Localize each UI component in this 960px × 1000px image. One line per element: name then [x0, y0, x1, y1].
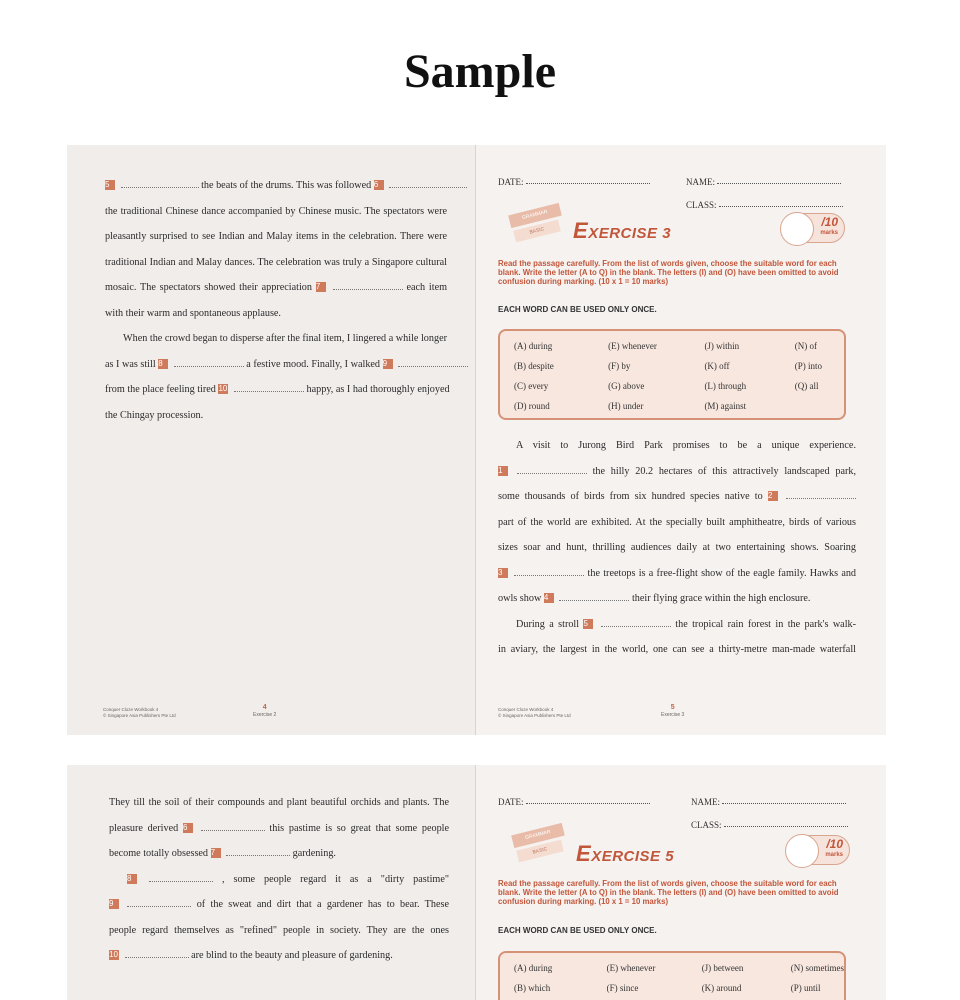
passage-line — [498, 459, 856, 485]
passage-line — [109, 892, 449, 918]
page-number-block — [253, 704, 276, 719]
footer-exercise-label: Exercise 3 — [661, 712, 685, 718]
word-option: (F) since — [606, 983, 639, 993]
blank-number: 7 — [211, 848, 221, 858]
word-row — [514, 396, 844, 416]
blank-number: 5 — [105, 180, 115, 190]
line-text: their flying grace within the high enclosure. — [631, 593, 811, 604]
blank-number: 8 — [158, 359, 168, 369]
word-option: (M) against — [704, 401, 747, 411]
line-text: from the place feeling tired — [105, 384, 216, 395]
page-number: 4 — [262, 704, 267, 711]
line-text: the beats of the drums. This was followed — [201, 180, 372, 191]
word-list-box — [498, 329, 846, 420]
answer-blank[interactable] — [121, 179, 199, 188]
workbook-spread-1 — [67, 145, 886, 735]
word-option: (B) despite — [514, 361, 554, 371]
answer-blank[interactable] — [389, 179, 467, 188]
line-text: When the crowd began to disperse after the final item, I lingered a while longer — [123, 333, 447, 344]
marks-value: /10 — [821, 215, 838, 229]
word-row — [514, 356, 844, 376]
passage-line — [105, 377, 450, 403]
passage-line — [498, 612, 856, 638]
footer-book-title: Conquer Cloze Workbook 4 — [498, 707, 554, 712]
answer-blank[interactable] — [226, 847, 290, 856]
page-left — [67, 765, 476, 1000]
line-text: some thousands of birds from six hundred species native to — [498, 491, 763, 502]
word-option — [795, 396, 844, 416]
passage-text — [105, 173, 450, 428]
passage-line — [105, 224, 447, 250]
class-field: CLASS: — [691, 820, 848, 830]
footer-exercise-label: Exercise 2 — [253, 712, 277, 718]
word-list-box — [498, 951, 846, 1000]
once-note: EACH WORD CAN BE USED ONLY ONCE. — [498, 305, 657, 314]
answer-blank[interactable] — [559, 592, 629, 601]
answer-blank[interactable] — [127, 898, 191, 907]
line-text: owls show — [498, 593, 542, 604]
word-option: (P) into — [794, 361, 822, 371]
answer-blank[interactable] — [786, 490, 856, 499]
line-text: are blind to the beauty and pleasure of gardening. — [191, 950, 393, 961]
line-text: A visit to Jurong Bird Park promises to be a unique experience. — [516, 440, 856, 451]
footer-copyright: © Singapore Asia Publishers Pte Ltd — [498, 713, 571, 718]
line-text: gardening. — [292, 848, 336, 859]
line-text: this pastime is so great that some people — [269, 822, 450, 834]
passage-line — [105, 301, 447, 327]
blank-number: 2 — [768, 491, 778, 501]
line-text: in aviary, the largest in the world, one can see a thirty-metre man-made waterfall — [498, 644, 856, 655]
line-text: the hilly 20.2 hectares of this attractively landscaped park, — [592, 465, 857, 477]
word-option: (A) during — [514, 341, 553, 351]
passage-line — [105, 275, 447, 301]
footer-copyright: © Singapore Asia Publishers Pte Ltd — [103, 713, 176, 718]
line-text: part of the world are exhibited. At the specially built amphitheatre, birds of various — [498, 516, 856, 528]
page-footer-publisher — [103, 707, 176, 719]
blank-number: 1 — [498, 466, 508, 476]
passage-line — [109, 867, 449, 893]
word-list — [514, 336, 844, 416]
page-number: 5 — [670, 704, 675, 711]
word-option: (J) within — [704, 341, 740, 351]
line-text: the Chingay procession. — [105, 409, 204, 421]
word-option: (B) which — [514, 983, 551, 993]
answer-blank[interactable] — [333, 281, 403, 290]
word-option: (E) whenever — [608, 341, 657, 351]
date-field: DATE: — [498, 177, 650, 187]
blank-number: 10 — [109, 950, 118, 959]
basic-tag: BASIC — [513, 220, 561, 243]
page-footer-publisher — [498, 707, 571, 719]
answer-blank[interactable] — [174, 358, 244, 367]
name-field: NAME: — [691, 797, 846, 807]
passage-line — [109, 816, 449, 842]
word-option: (G) above — [608, 381, 645, 391]
answer-blank[interactable] — [201, 822, 265, 831]
blank-number: 5 — [583, 619, 593, 629]
passage-line — [498, 586, 856, 612]
marks-label: marks — [820, 230, 838, 236]
instructions: Read the passage carefully. From the list of words given, choose the suitable word for each blank. Write the letter (A to Q) in the blank. The letters (I) and (O) have been omitted to avoid confusion during marking. (10 x 1 = 10 marks) — [498, 879, 839, 906]
line-text: each item — [406, 282, 448, 293]
passage-text — [498, 433, 856, 663]
line-text: the tropical rain forest in the park's walk- — [675, 618, 857, 630]
line-text: , some people regard it as a "dirty pastime" — [222, 873, 450, 885]
passage-line — [105, 326, 447, 352]
word-option: (K) off — [704, 361, 730, 371]
line-text: pleasure derived — [109, 822, 179, 834]
passage-line — [109, 841, 449, 867]
word-option: (K) around — [701, 983, 742, 993]
class-field: CLASS: — [686, 200, 843, 210]
workbook-spread-2 — [67, 765, 886, 1000]
passage-line — [498, 637, 856, 663]
passage-line — [105, 199, 447, 225]
marks-label: marks — [825, 852, 843, 858]
word-list — [514, 958, 844, 998]
word-option: (N) of — [794, 341, 817, 351]
answer-blank[interactable] — [601, 618, 671, 627]
answer-blank[interactable] — [149, 873, 213, 882]
grammar-tag: GRAMMAR — [508, 203, 562, 228]
line-text: as I was still — [105, 358, 156, 370]
line-text: During a stroll — [516, 618, 580, 630]
name-field: NAME: — [686, 177, 841, 187]
basic-tag: BASIC — [516, 840, 564, 863]
footer-book-title: Conquer Cloze Workbook 4 — [103, 707, 159, 712]
passage-line — [498, 561, 856, 587]
exercise-title: EXERCISE 3 — [573, 218, 672, 243]
word-row — [514, 958, 844, 978]
answer-blank[interactable] — [514, 567, 584, 576]
line-text: people regard themselves as "refined" people in society. They are the ones — [109, 924, 449, 936]
blank-number: 6 — [374, 180, 384, 190]
answer-blank[interactable] — [517, 465, 587, 474]
page-number-block — [661, 704, 684, 719]
answer-blank[interactable] — [125, 949, 189, 958]
page-5 — [476, 145, 886, 735]
marks-circle — [780, 212, 814, 246]
line-text: mosaic. The spectators showed their appreciation — [105, 282, 312, 293]
word-option: (C) every — [514, 381, 549, 391]
answer-blank[interactable] — [398, 358, 468, 367]
line-text: They till the soil of their compounds and plant beautiful orchids and plants. The — [109, 797, 449, 808]
passage-text — [109, 790, 449, 969]
line-text: become totally obsessed — [109, 848, 209, 859]
passage-line — [105, 173, 447, 199]
marks-circle — [785, 834, 819, 868]
marks-badge — [786, 835, 850, 865]
word-row — [514, 978, 844, 998]
word-option: (H) under — [608, 401, 644, 411]
instructions: Read the passage carefully. From the list of words given, choose the suitable word for each blank. Write the letter (A to Q) in the blank. The letters (I) and (O) have been omitted to avoid confusion during marking. (10 x 1 = 10 marks) — [498, 259, 839, 286]
once-note: EACH WORD CAN BE USED ONLY ONCE. — [498, 926, 657, 935]
blank-number: 10 — [218, 384, 228, 393]
answer-blank[interactable] — [234, 383, 304, 392]
word-option: (Q) all — [794, 381, 819, 391]
blank-number: 8 — [127, 874, 137, 884]
word-option: (E) whenever — [606, 963, 656, 973]
line-text: the treetops is a free-flight show of the eagle family. Hawks and — [587, 567, 857, 579]
word-option: (P) until — [790, 983, 821, 993]
blank-number: 9 — [109, 899, 119, 909]
line-text: of the sweat and dirt that a gardener has to bear. These — [196, 899, 450, 910]
date-field: DATE: — [498, 797, 650, 807]
line-text: pleasantly surprised to see Indian and Malay items in the celebration. There were — [105, 231, 447, 242]
word-option: (A) during — [514, 963, 553, 973]
line-text: the traditional Chinese dance accompanied by Chinese music. The spectators were — [105, 205, 447, 217]
word-option: (D) round — [514, 401, 550, 411]
passage-line — [109, 918, 449, 944]
marks-value: /10 — [826, 837, 843, 851]
passage-line — [109, 943, 449, 969]
word-row — [514, 376, 844, 396]
passage-line — [109, 790, 449, 816]
line-text: with their warm and spontaneous applause. — [105, 307, 281, 319]
passage-line — [105, 352, 447, 378]
grammar-tag: GRAMMAR — [511, 823, 565, 848]
passage-line — [498, 535, 856, 561]
word-option: (L) through — [704, 381, 747, 391]
word-row — [514, 336, 844, 356]
passage-line — [498, 484, 856, 510]
sample-heading: Sample — [403, 45, 556, 98]
line-text: sizes soar and hunt, thrilling audiences daily at two entertaining shows. Soaring — [498, 542, 856, 553]
passage-line — [498, 510, 856, 536]
passage-line — [498, 433, 856, 459]
exercise-title: EXERCISE 5 — [576, 841, 675, 866]
blank-number: 7 — [316, 282, 326, 292]
page-right — [476, 765, 886, 1000]
passage-line — [105, 250, 447, 276]
blank-number: 4 — [544, 593, 554, 603]
line-text: traditional Indian and Malay dances. The celebration was truly a Singapore cultural — [105, 256, 447, 268]
blank-number: 3 — [498, 568, 508, 578]
blank-number: 9 — [383, 359, 393, 369]
passage-line — [105, 403, 447, 429]
word-option: (N) sometimes — [790, 963, 844, 973]
line-text: a festive mood. Finally, I walked — [246, 358, 381, 370]
marks-badge — [781, 213, 845, 243]
word-option: (F) by — [608, 361, 631, 371]
line-text: happy, as I had thoroughly enjoyed — [306, 384, 450, 395]
blank-number: 6 — [183, 823, 193, 833]
word-option: (J) between — [701, 963, 744, 973]
page-4 — [67, 145, 476, 735]
